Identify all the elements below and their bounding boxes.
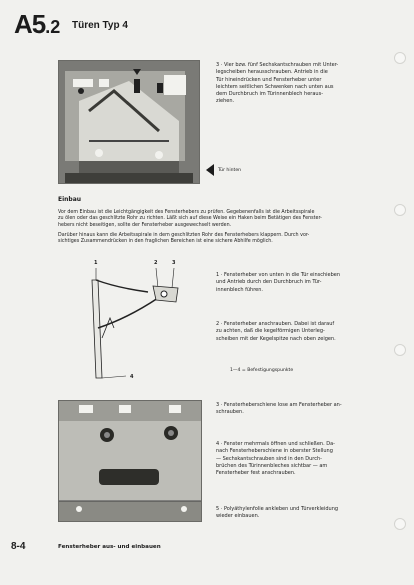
legend-fastening-points: 1—4 = Befestigungspunkte <box>230 368 294 373</box>
chapter-title: Türen Typ 4 <box>72 20 128 31</box>
caption-step5: 5 · Polyäthylenfolie ankleben und Türverkleidung wieder einbauen. <box>216 506 339 520</box>
callout-2: 2 <box>154 260 158 266</box>
callout-3: 3 <box>172 260 176 266</box>
caption-step3-installation: 3 · Fensterheberschiene lose am Fensterheber an- schrauben. <box>216 402 342 416</box>
section-heading: Einbau <box>58 196 82 203</box>
pointer-arrow-icon <box>206 164 214 176</box>
photo-label: Tür hinten <box>218 168 242 173</box>
caption-step4: 4 · Fenster mehrmals öffnen und schließen. Da- nach Fensterheberschiene in oberster Stellung — Sechskantschrauben sind in den Durch- brüchen des Türinnenbleches sichtbar — am Fensterheber fest anschrauben. <box>216 441 335 477</box>
photo-door-installation <box>58 400 202 522</box>
section-number: A5.2 <box>14 9 61 39</box>
photo-door-removal <box>58 60 200 184</box>
binder-hole <box>394 52 406 64</box>
einbau-paragraph-2: Darüber hinaus kann die Arbeitsspirale in dem geschlitzten Rohr des Fensterhebers klappern. Durch vor- sichtiges Zusammendrücken in den fraglichen Bereichen ist eine sichere Abhilfe möglich. <box>58 233 310 245</box>
einbau-paragraph-1: Vor dem Einbau ist die Leichtgängigkeit des Fensterhebers zu prüfen. Gegebenenfalls ist die Arbeitsspirale zu ölen oder das geschlitzte Rohr zu richten. Läßt sich auf diese Weise ein Haken beim Betätigen des Fenster- hebers nicht beseitigen, sollte der Fensterheber ausgewechselt werden. <box>58 210 322 228</box>
caption-step3-removal: 3 · Vier bzw. fünf Sechskantschrauben mit Unter- legscheiben herausschrauben. Antrieb in die Tür hineindrücken und Fensterheber unter leichtem seitlichen Schwenken nach unten aus dem Durchbruch im Türinnenblech heraus- ziehen. <box>216 62 339 105</box>
binder-hole <box>394 204 406 216</box>
footer-title: Fensterheber aus- und einbauen <box>58 544 161 550</box>
callout-1: 1 <box>94 260 98 266</box>
binder-hole <box>394 518 406 530</box>
caption-step2: 2 · Fensterheber anschrauben. Dabei ist darauf zu achten, daß die kegelförmigen Unterleg- scheiben mit der Kegelspitze nach oben zeigen. <box>216 321 336 342</box>
page-number: 8-4 <box>11 541 26 552</box>
callout-4: 4 <box>130 374 134 380</box>
binder-hole <box>394 344 406 356</box>
caption-step1: 1 · Fensterheber von unten in die Tür einschieben und Antrieb durch den Durchbruch im Tür- innenblech führen. <box>216 272 341 293</box>
drawing-window-regulator <box>58 258 200 386</box>
